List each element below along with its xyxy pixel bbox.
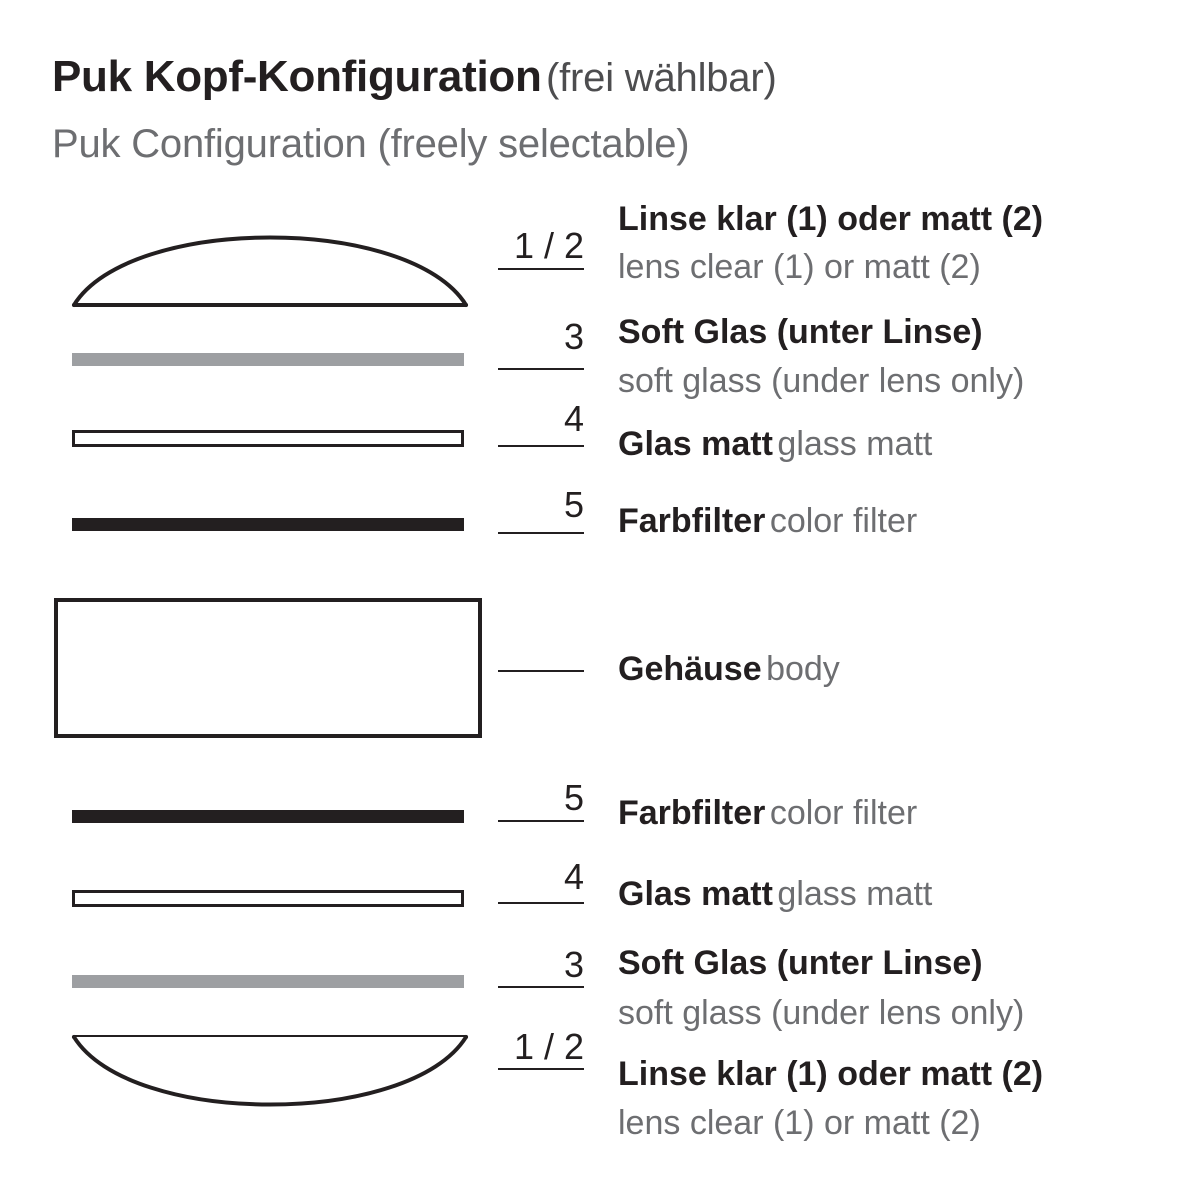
callout-number-softglass-bottom: 3 — [563, 944, 584, 985]
leader-line-lens-bottom — [498, 1068, 584, 1070]
label-softglass-top-en: soft glass (under lens only) — [618, 362, 1025, 400]
callout-number-glassmatt-top: 4 — [563, 398, 584, 439]
leader-line-body — [498, 670, 584, 672]
callout-number-glassmatt-bottom: 4 — [563, 856, 584, 897]
glass-matt-bar-shape-top — [72, 430, 464, 447]
label-softglass-top-de: Soft Glas (unter Linse) — [618, 313, 983, 351]
label-glassmatt-top — [618, 425, 932, 464]
label-softglass-bottom-de: Soft Glas (unter Linse) — [618, 944, 983, 982]
leader-line-lens-top — [498, 268, 584, 270]
leader-line-glassmatt-top — [498, 445, 584, 447]
page-title — [52, 52, 777, 102]
leader-line-colorfilter-top — [498, 532, 584, 534]
label-softglass-bottom — [618, 944, 983, 983]
label-body-en: body — [766, 650, 840, 688]
label-lens-top — [618, 200, 1043, 239]
label-glassmatt-bottom — [618, 875, 932, 914]
label-lens-top-en: lens clear (1) or matt (2) — [618, 248, 981, 286]
label-colorfilter-top-de: Farbfilter — [618, 502, 766, 540]
label-glassmatt-top-de: Glas matt — [618, 425, 773, 463]
label-lens-bottom-en: lens clear (1) or matt (2) — [618, 1104, 981, 1142]
leader-line-softglass-bottom — [498, 986, 584, 988]
leader-line-softglass-top — [498, 368, 584, 370]
label-glassmatt-bottom-en: glass matt — [777, 875, 933, 913]
soft-glass-bar-shape-bottom — [72, 975, 464, 988]
label-lens-bottom — [618, 1055, 1043, 1094]
leader-line-glassmatt-bottom — [498, 902, 584, 904]
color-filter-bar-shape-top — [72, 518, 464, 531]
lens-convex-down-shape — [70, 1032, 470, 1137]
soft-glass-bar-shape-top — [72, 353, 464, 366]
page-title-main: Puk Kopf-Konfiguration — [52, 52, 542, 101]
label-body-de: Gehäuse — [618, 650, 762, 688]
glass-matt-bar-shape-bottom — [72, 890, 464, 907]
callout-number-softglass-top: 3 — [563, 316, 584, 357]
label-colorfilter-bottom-de: Farbfilter — [618, 794, 766, 832]
label-softglass-bottom-en: soft glass (under lens only) — [618, 994, 1025, 1032]
lens-convex-up-shape — [70, 205, 470, 310]
page-title-suffix: (frei wählbar) — [546, 56, 777, 100]
callout-number-lens-top: 1 / 2 — [513, 225, 584, 266]
color-filter-bar-shape-bottom — [72, 810, 464, 823]
label-colorfilter-bottom-en: color filter — [769, 794, 918, 832]
page-subtitle: Puk Configuration (freely selectable) — [52, 122, 690, 166]
callout-number-colorfilter-bottom: 5 — [563, 777, 584, 818]
label-colorfilter-top-en: color filter — [769, 502, 918, 540]
leader-line-colorfilter-bottom — [498, 820, 584, 822]
callout-number-colorfilter-top: 5 — [563, 484, 584, 525]
label-glassmatt-top-en: glass matt — [777, 425, 933, 463]
label-body — [618, 650, 840, 689]
label-colorfilter-bottom — [618, 794, 917, 833]
label-glassmatt-bottom-de: Glas matt — [618, 875, 773, 913]
label-colorfilter-top — [618, 502, 917, 541]
body-housing-shape — [54, 598, 482, 738]
label-lens-bottom-de: Linse klar (1) oder matt (2) — [618, 1055, 1044, 1093]
label-softglass-top — [618, 313, 983, 352]
callout-number-lens-bottom: 1 / 2 — [513, 1026, 584, 1067]
label-lens-top-de: Linse klar (1) oder matt (2) — [618, 200, 1044, 238]
